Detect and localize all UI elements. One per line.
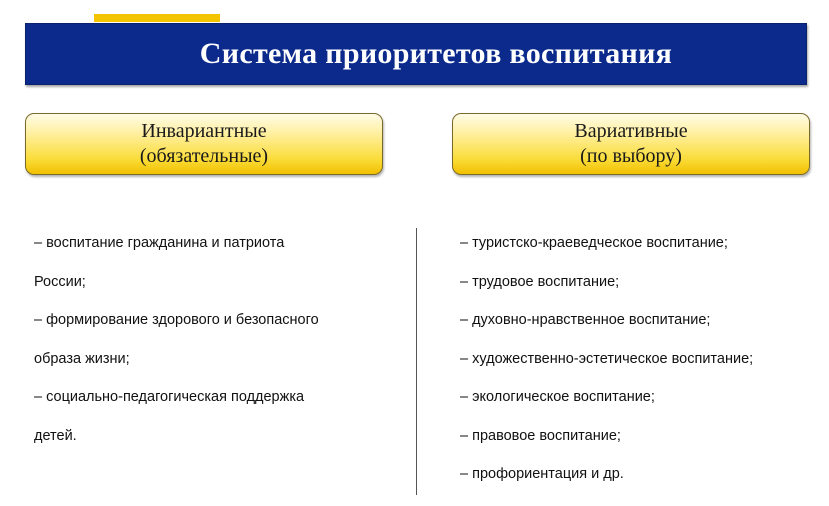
- variative-category-box: [452, 113, 810, 175]
- invariant-heading-line1: Инвариантные: [141, 120, 267, 142]
- variative-heading-line2: (по выбору): [580, 145, 682, 167]
- variative-list-line: – духовно-нравственное воспитание;: [460, 312, 711, 328]
- invariant-list-line: – формирование здорового и безопасного: [34, 312, 319, 328]
- invariant-list-line: образа жизни;: [34, 350, 130, 367]
- accent-bar: [94, 14, 220, 22]
- invariant-list: [34, 233, 374, 464]
- title-banner: [25, 23, 807, 85]
- invariant-list-line: России;: [34, 273, 86, 290]
- variative-list-line: – профориентация и др.: [460, 466, 624, 482]
- variative-list-line: – туристско-краеведческое воспитание;: [460, 235, 728, 251]
- page-title: Система приоритетов воспитания: [199, 37, 673, 70]
- invariant-list-line: – социально-педагогическая поддержка: [34, 389, 305, 405]
- variative-list-line: – экологическое воспитание;: [460, 389, 655, 405]
- invariant-list-line: детей.: [34, 427, 77, 444]
- variative-list: [460, 233, 820, 503]
- variative-heading-line1: Вариативные: [574, 120, 688, 142]
- invariant-heading-line2: (обязательные): [139, 145, 269, 167]
- variative-list-line: – правовое воспитание;: [460, 427, 621, 444]
- invariant-category-box: [25, 113, 383, 175]
- variative-list-line: – художественно-эстетическое воспитание;: [460, 350, 754, 367]
- column-divider: [416, 228, 417, 495]
- variative-list-line: – трудовое воспитание;: [460, 273, 620, 290]
- invariant-list-line: – воспитание гражданина и патриота: [34, 235, 285, 251]
